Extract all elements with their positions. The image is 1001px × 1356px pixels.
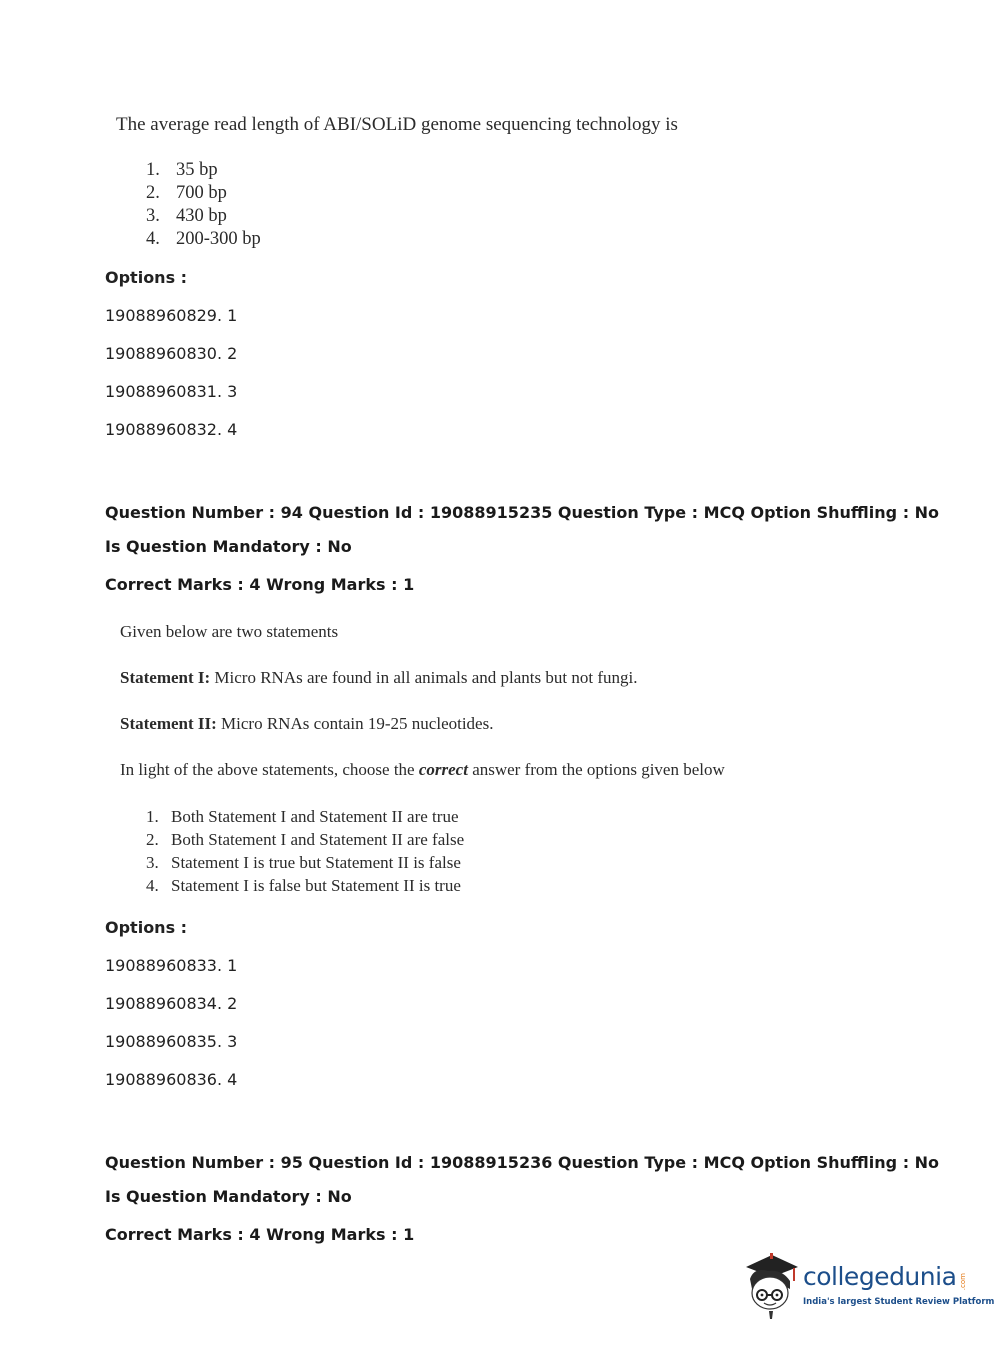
choice-item: 1. Both Statement I and Statement II are true [146,807,459,826]
option-id: 19088960833. 1 [105,956,238,975]
statement-2: Statement II: Micro RNAs contain 19-25 nucleotides. [120,714,494,733]
question-94-meta: Question Number : 94 Question Id : 19088915235 Question Type : MCQ Option Shuffling : No [105,503,940,522]
question-94-mandatory: Is Question Mandatory : No [105,537,352,556]
option-id: 19088960830. 2 [105,344,238,363]
question-95-mandatory: Is Question Mandatory : No [105,1187,352,1206]
question-94-marks: Correct Marks : 4 Wrong Marks : 1 [105,575,415,594]
choice-item: 3. Statement I is true but Statement II is false [146,853,461,872]
brand-suffix: .com [959,1273,967,1291]
option-id: 19088960832. 4 [105,420,238,439]
question-94-choices [146,805,464,897]
question-93-stem: The average read length of ABI/SOLiD genome sequencing technology is [116,114,678,135]
choice-item: 2. Both Statement I and Statement II are false [146,830,465,849]
brand-tagline: India's largest Student Review Platform [803,1297,995,1307]
choice-item: 1. 35 bp [146,160,218,180]
question-93-choices [146,159,261,251]
question-95-meta: Question Number : 95 Question Id : 19088915236 Question Type : MCQ Option Shuffling : No [105,1153,940,1172]
question-94-instruction: In light of the above statements, choose the correct answer from the options given below [120,760,725,779]
option-id: 19088960829. 1 [105,306,238,325]
choice-item: 2. 700 bp [146,183,227,203]
choice-item: 3. 430 bp [146,206,227,226]
choice-item: 4. 200-300 bp [146,229,261,249]
choice-item: 4. Statement I is false but Statement II is true [146,876,461,895]
option-id: 19088960835. 3 [105,1032,238,1051]
statement-1: Statement I: Micro RNAs are found in all animals and plants but not fungi. [120,668,638,687]
question-94-intro: Given below are two statements [120,622,339,641]
options-label: Options : [105,918,188,937]
options-label: Options : [105,268,188,287]
mascot-logo-icon [742,1249,804,1321]
option-id: 19088960831. 3 [105,382,238,401]
question-95-marks: Correct Marks : 4 Wrong Marks : 1 [105,1225,415,1244]
brand-name: collegedunia [803,1262,957,1291]
option-id: 19088960836. 4 [105,1070,238,1089]
option-id: 19088960834. 2 [105,994,238,1013]
